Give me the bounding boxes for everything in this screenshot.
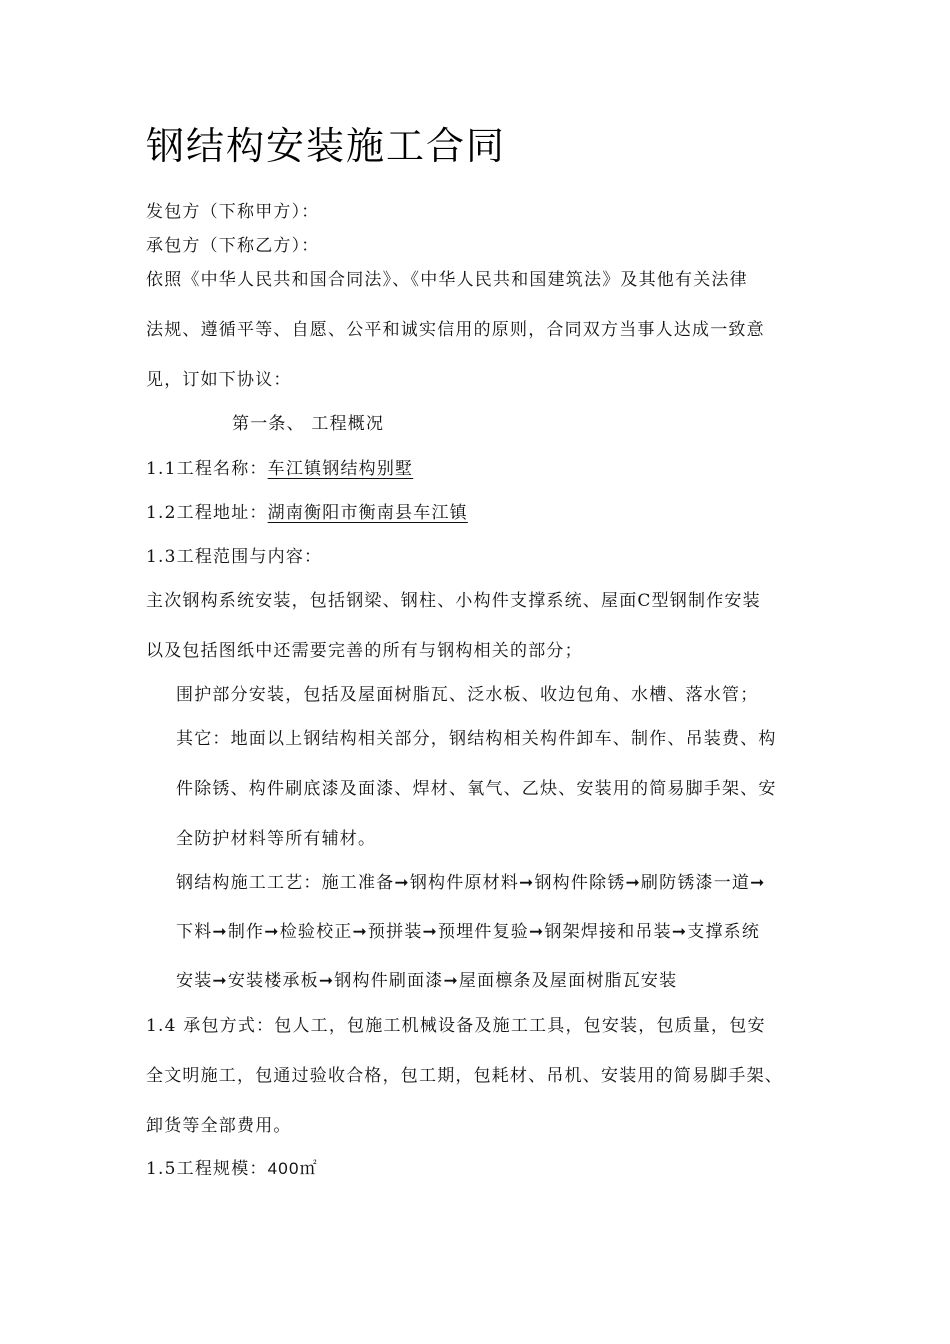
project-address-value: 湖南衡阳市衡南县车江镇 bbox=[267, 503, 468, 523]
party-b-line: 承包方（下称乙方）： bbox=[146, 236, 320, 256]
project-scale-label: 1.5工程规模： bbox=[146, 1159, 268, 1179]
project-name-value: 车江镇钢结构别墅 bbox=[267, 459, 414, 479]
project-address-label: 1.2工程地址： bbox=[146, 503, 268, 523]
project-name-line bbox=[146, 458, 413, 480]
process-line-2: 下料➞制作➞检验校正➞预拼装➞预埋件复验➞钢架焊接和吊装➞支撑系统 bbox=[176, 922, 761, 942]
contract-line-3: 卸货等全部费用。 bbox=[146, 1116, 292, 1136]
scope-line-3: 围护部分安装，包括及屋面树脂瓦、泛水板、收边包角、水槽、落水管； bbox=[176, 685, 759, 705]
article-1-heading: 第一条、 工程概况 bbox=[232, 414, 385, 434]
project-name-label: 1.1工程名称： bbox=[146, 459, 268, 479]
party-a-line: 发包方（下称甲方）： bbox=[146, 202, 320, 222]
scope-line-5: 件除锈、构件刷底漆及面漆、焊材、氧气、乙炔、安装用的简易脚手架、安 bbox=[176, 779, 777, 799]
scope-line-2: 以及包括图纸中还需要完善的所有与钢构相关的部分； bbox=[146, 641, 583, 661]
preamble-line-1: 依照《中华人民共和国合同法》、《中华人民共和国建筑法》及其他有关法律 bbox=[146, 270, 748, 290]
scope-line-6: 全防护材料等所有辅材。 bbox=[176, 829, 377, 849]
project-address-line bbox=[146, 502, 468, 524]
preamble-line-3: 见，订如下协议： bbox=[146, 370, 292, 390]
scope-heading: 1.3工程范围与内容： bbox=[146, 547, 323, 567]
project-scale-value: 400㎡ bbox=[267, 1159, 318, 1178]
scope-line-4: 其它：地面以上钢结构相关部分，钢结构相关构件卸车、制作、吊装费、构 bbox=[176, 729, 777, 749]
preamble-line-2: 法规、遵循平等、自愿、公平和诚实信用的原则，合同双方当事人达成一致意 bbox=[146, 320, 765, 340]
scope-line-1: 主次钢构系统安装，包括钢梁、钢柱、小构件支撑系统、屋面C型钢制作安装 bbox=[146, 591, 761, 611]
project-scale-line bbox=[146, 1158, 318, 1180]
process-line-1: 钢结构施工工艺：施工准备➞钢构件原材料➞钢构件除锈➞刷防锈漆一道➞ bbox=[176, 873, 766, 893]
process-line-3: 安装➞安装楼承板➞钢构件刷面漆➞屋面檩条及屋面树脂瓦安装 bbox=[176, 971, 678, 991]
document-title: 钢结构安装施工合同 bbox=[146, 124, 507, 168]
contract-line-1: 1.4 承包方式：包人工，包施工机械设备及施工工具，包安装，包质量，包安 bbox=[146, 1016, 766, 1036]
contract-line-2: 全文明施工，包通过验收合格，包工期，包耗材、吊机、安装用的简易脚手架、 bbox=[146, 1066, 783, 1086]
